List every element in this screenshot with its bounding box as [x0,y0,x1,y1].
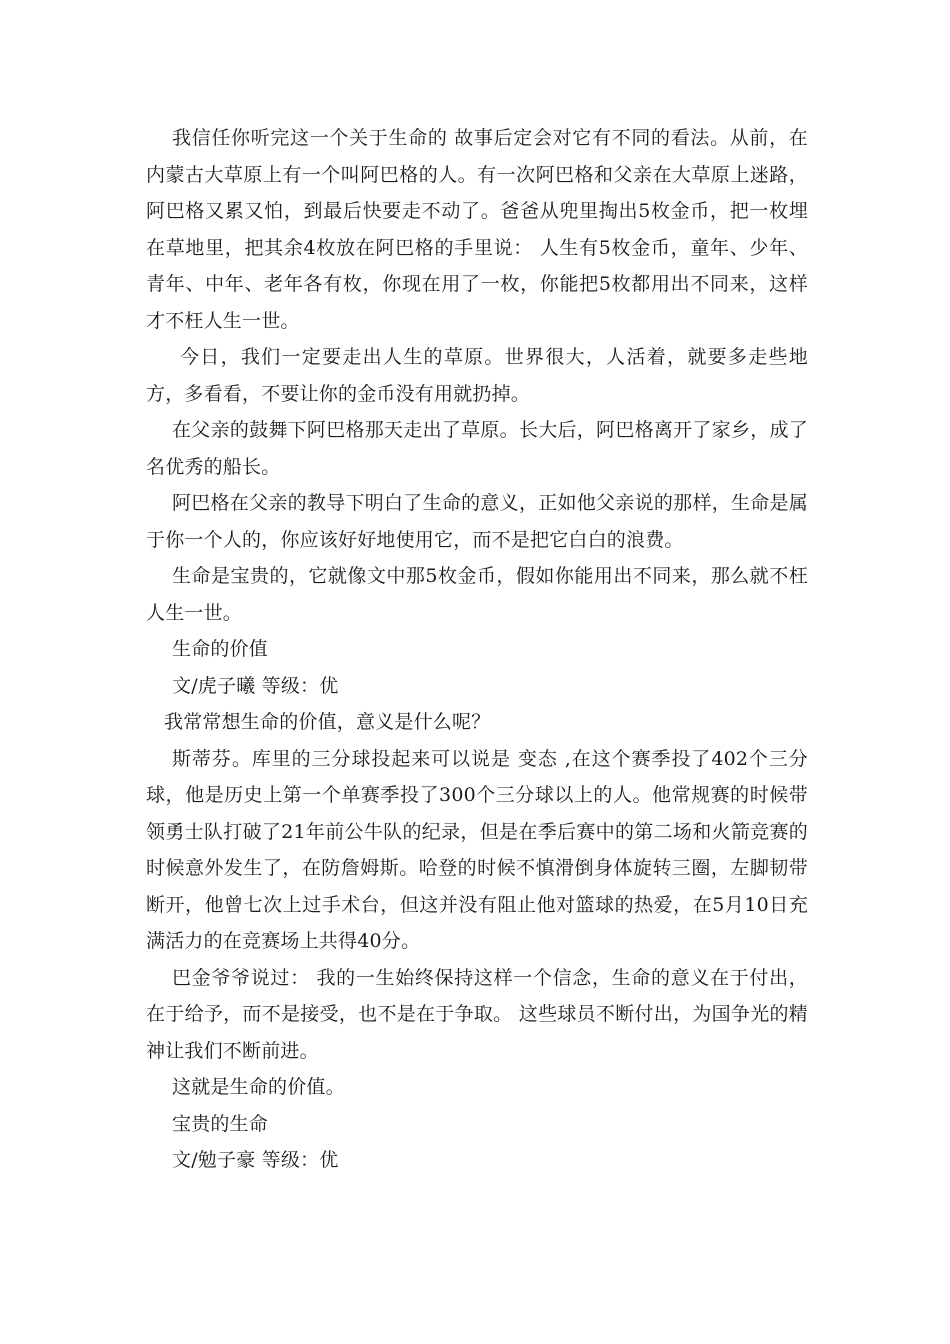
paragraph-walk-out-grassland: 今日，我们一定要走出人生的草原。世界很大，人活着，就要多走些地方，多看看，不要让你的金币没有用就扔掉。 [146,346,808,405]
essay-closing-line: 这就是生命的价值。 [172,1076,345,1098]
paragraph-meaning-of-life: 阿巴格在父亲的教导下明白了生命的意义，正如他父亲说的那样，生命是属于你一个人的，你应该好好地使用它，而不是把它白白的浪费。 [146,492,808,551]
essay-title-precious-life: 宝贵的生命 [172,1112,269,1135]
paragraph-life-is-precious: 生命是宝贵的，它就像文中那5枚金币，假如你能用出不同来，那么就不枉人生一世。 [146,565,808,624]
essay-intro-question: 我常常想生命的价值，意义是什么呢？ [164,711,491,733]
essay-byline-mianzihao: 文/勉子豪 等级：优 [172,1149,339,1171]
paragraph-golden-coins-story: 我信任你听完这一个关于生命的 故事后定会对它有不同的看法。从前，在内蒙古大草原上有一个叫阿巴格的人。有一次阿巴格和父亲在大草原上迷路，阿巴格又累又怕，到最后快要走不动了。爸爸从兜里掏出5枚金币，把一枚埋在草地里，把其余4枚放在阿巴格的手里说： 人生有5枚金币，童年、少年、青年、中年、老年各有枚，你现在用了一枚，你能把5枚都用出不同来，这样才不枉人生一世。 [146,127,808,332]
essay-byline-huzixi: 文/虎子曦 等级：优 [172,674,339,697]
document-body [146,120,808,1179]
paragraph-abage-becomes-captain: 在父亲的鼓舞下阿巴格那天走出了草原。长大后，阿巴格离开了家乡，成了名优秀的船长。 [146,419,808,478]
paragraph-bajin-quote: 巴金爷爷说过： 我的一生始终保持这样一个信念，生命的意义在于付出，在于给予，而不是接受，也不是在于争取。 这些球员不断付出，为国争光的精神让我们不断前进。 [146,966,808,1062]
paragraph-curry-story: 斯蒂芬。库里的三分球投起来可以说是 变态 ,在这个赛季投了402个三分球，他是历史上第一个单赛季投了300个三分球以上的人。他常规赛的时候带领勇士队打破了21年前公牛队的纪录，但是在季后赛中的第二场和火箭竞赛的时候意外发生了，在防詹姆斯。哈登的时候不慎滑倒身体旋转三圈，左脚韧带断开，他曾七次上过手术台，但这并没有阻止他对篮球的热爱，在5月10日充满活力的在竞赛场上共得40分。 [146,747,808,952]
essay-title-value-of-life: 生命的价值 [172,638,269,660]
